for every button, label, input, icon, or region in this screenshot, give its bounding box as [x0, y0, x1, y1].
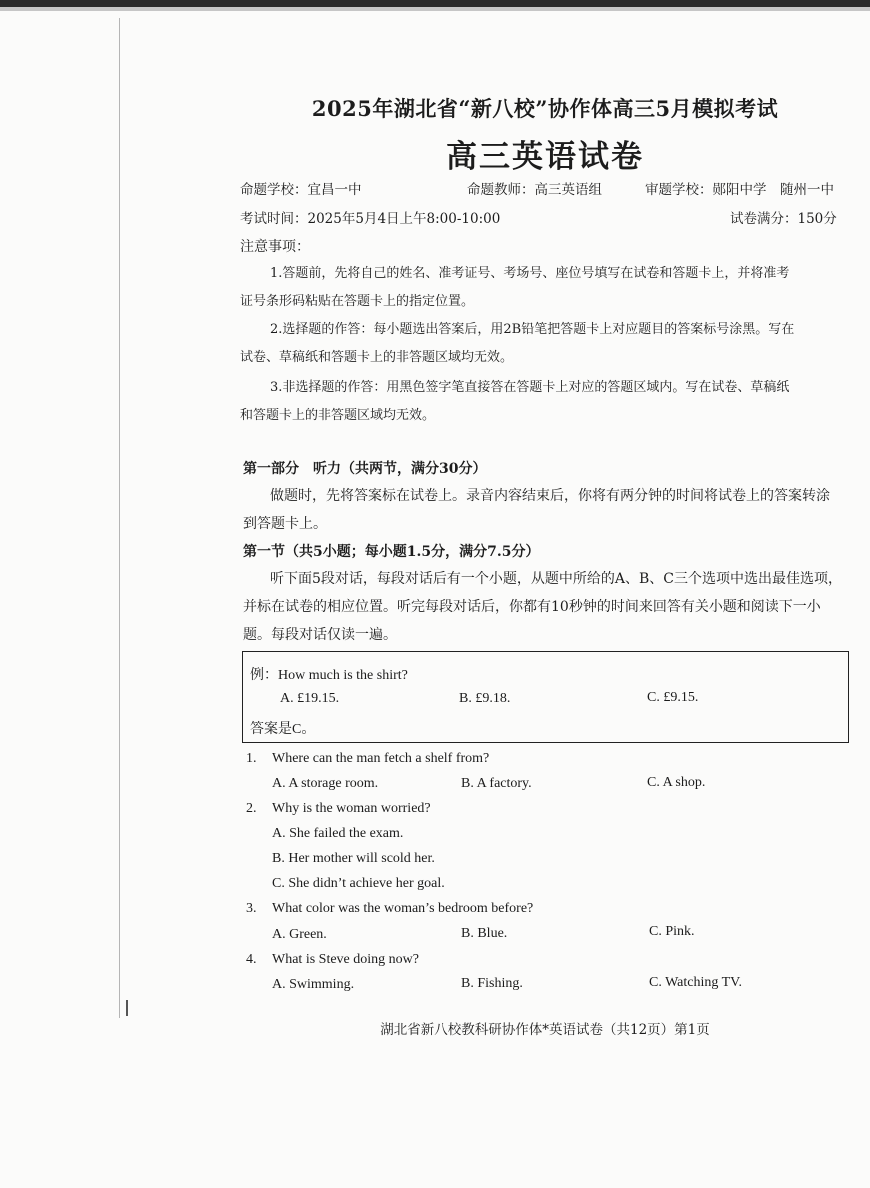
part1-intro-line-2: 到答题卡上。 [243, 516, 327, 532]
question-3-option-a: A. Green. [272, 927, 327, 942]
question-3-option-b: B. Blue. [461, 926, 508, 941]
question-4-option-a: A. Swimming. [272, 977, 355, 992]
section1-instruction-line-1: 听下面5段对话，每段对话后有一个小题，从题中所给的A、B、C三个选项中选出最佳选项， [270, 571, 843, 587]
section1-instruction-line-2: 并标在试卷的相应位置。听完每段对话后，你都有10秒钟的时间来回答有关小题和阅读下一小 [243, 599, 821, 615]
proposer-teacher: 命题教师：高三英语组 [467, 182, 602, 198]
reviewer-schools: 审题学校：郧阳中学 随州一中 [645, 182, 834, 198]
note-3-line-1: 3.非选择题的作答：用黑色签字笔直接答在答题卡上对应的答题区域内。写在试卷、草稿纸 [270, 380, 790, 395]
exam-subtitle: 高三英语试卷 [446, 139, 644, 175]
example-option-a: A. £19.15. [280, 691, 340, 706]
example-option-c: C. £9.15. [647, 690, 699, 705]
question-2-option-c: C. She didn’t achieve her goal. [272, 876, 445, 891]
example-option-b: B. £9.18. [459, 691, 511, 706]
question-2-option-a: A. She failed the exam. [272, 826, 404, 841]
question-3-option-c: C. Pink. [649, 924, 695, 939]
question-4-option-b: B. Fishing. [461, 976, 523, 991]
question-1-text: Where can the man fetch a shelf from? [272, 751, 490, 766]
proposer-school: 命题学校：宜昌一中 [240, 182, 362, 198]
section1-heading: 第一节（共5小题；每小题1.5分，满分7.5分） [243, 544, 540, 560]
part1-intro-line-1: 做题时，先将答案标在试卷上。录音内容结束后，你将有两分钟的时间将试卷上的答案转涂 [270, 488, 830, 504]
question-4-text: What is Steve doing now? [272, 952, 419, 967]
margin-mark [126, 1000, 128, 1016]
question-2-number: 2. [246, 801, 257, 816]
question-1-option-a: A. A storage room. [272, 776, 379, 791]
note-2-line-2: 试卷、草稿纸和答题卡上的非答题区域均无效。 [240, 350, 514, 365]
question-1-option-c: C. A shop. [647, 775, 706, 790]
example-answer: 答案是C。 [250, 722, 316, 737]
notes-heading: 注意事项： [240, 239, 310, 255]
exam-title: 2025年湖北省“新八校”协作体高三5月模拟考试 [311, 96, 779, 121]
example-question: 例：How much is the shirt? [250, 668, 408, 683]
question-2-text: Why is the woman worried? [272, 801, 431, 816]
exam-time: 考试时间：2025年5月4日上午8:00-10:00 [240, 211, 501, 227]
note-1-line-2: 证号条形码粘贴在答题卡上的指定位置。 [240, 294, 475, 309]
section1-instruction-line-3: 题。每段对话仅读一遍。 [243, 627, 397, 643]
scan-top-edge [0, 0, 870, 7]
page-footer: 湖北省新八校教科研协作体*英语试卷（共12页）第1页 [380, 1022, 710, 1038]
question-4-number: 4. [246, 952, 257, 967]
question-3-text: What color was the woman’s bedroom before? [272, 901, 534, 916]
note-2-line-1: 2.选择题的作答：每小题选出答案后，用2B铅笔把答题卡上对应题目的答案标号涂黑。写在 [270, 322, 795, 337]
question-3-number: 3. [246, 901, 257, 916]
note-1-line-1: 1.答题前，先将自己的姓名、准考证号、考场号、座位号填写在试卷和答题卡上，并将准考 [270, 266, 790, 281]
question-1-number: 1. [246, 751, 257, 766]
part1-heading: 第一部分 听力（共两节，满分30分） [243, 461, 487, 477]
question-1-option-b: B. A factory. [461, 776, 532, 791]
note-3-line-2: 和答题卡上的非答题区域均无效。 [240, 408, 436, 423]
full-score: 试卷满分：150分 [730, 211, 837, 227]
question-2-option-b: B. Her mother will scold her. [272, 851, 435, 866]
question-4-option-c: C. Watching TV. [649, 975, 742, 990]
scan-top-shadow [0, 7, 870, 11]
